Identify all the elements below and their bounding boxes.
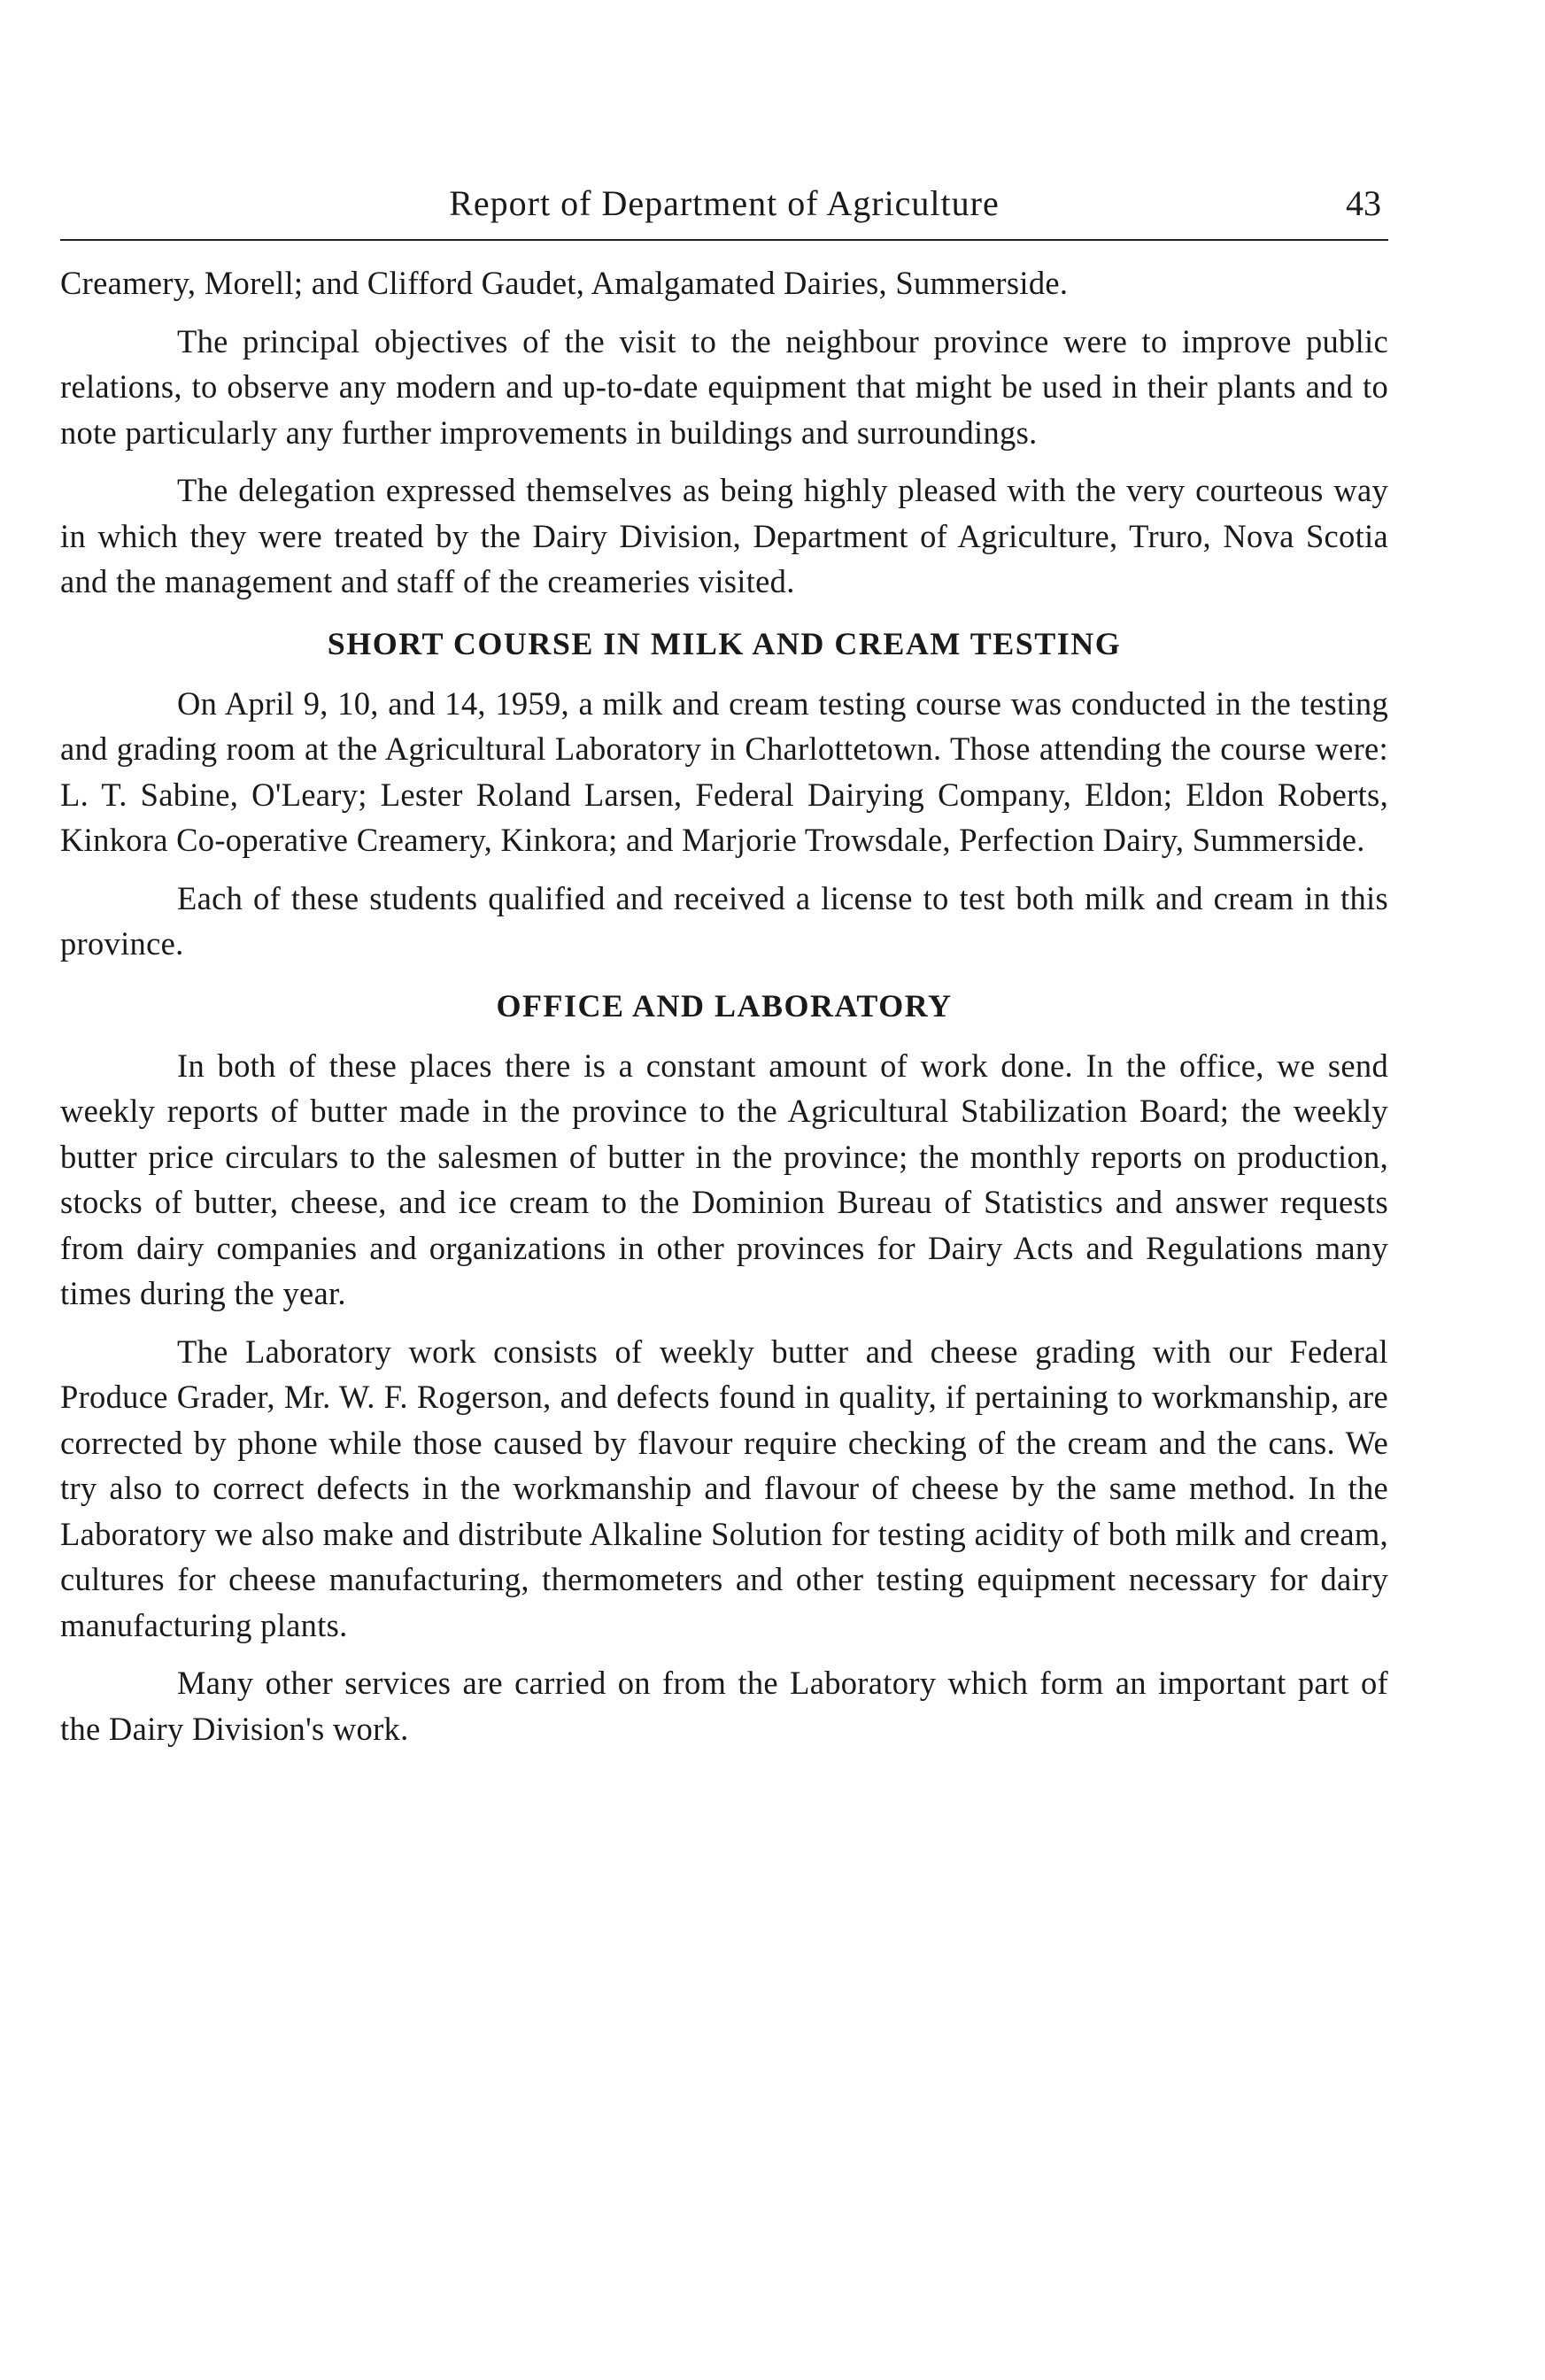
- running-title: Report of Department of Agriculture: [449, 183, 1000, 223]
- body-text: [60, 260, 1388, 1751]
- paragraph-licenses: Each of these students qualified and received a license to test both milk and cream in this province.: [60, 879, 1388, 962]
- paragraph-other-services: Many other services are carried on from the Laboratory which form an important part of the Dairy Division's work.: [60, 1665, 1388, 1747]
- paragraph-delegation: The delegation expressed themselves as being highly pleased with the very courteous way in which they were treated by the Dairy Division, Department of Agriculture, Truro, Nova Scotia and the management and staff of the creameries visited.: [60, 472, 1388, 599]
- section-heading-office-laboratory: OFFICE AND LABORATORY: [496, 987, 953, 1024]
- paragraph-office-work: In both of these places there is a constant amount of work done. In the office, we send weekly reports of butter made in the province to the Agricultural Stabilization Board; the weekly butter price circulars to the salesmen of butter in the province; the monthly reports on production, stocks of butter, cheese, and ice cream to the Dominion Bureau of Statistics and answer requests from dairy companies and organizations in other provinces for Dairy Acts and Regulations many times during the year.: [60, 1047, 1388, 1311]
- running-header: [60, 177, 1388, 241]
- page-number: 43: [1346, 183, 1381, 223]
- paragraph-objectives: The principal objectives of the visit to the neighbour province were to improve public relations, to observe any modern and up-to-date equipment that might be used in their plants and to note particularly any further improvements in buildings and surroundings.: [60, 322, 1388, 451]
- document-page: [60, 177, 1388, 1764]
- paragraph-testing-course: On April 9, 10, and 14, 1959, a milk and cream testing course was conducted in the testing and grading room at the Agricultural Laboratory in Charlottetown. Those attending the course were: L. T. Sabine, O'Leary; Lester Roland Larsen, Federal Dairying Company, Eldon; Eldon Roberts, Kinkora Co-operative Creamery, Kinkora; and Marjorie Trowsdale, Perfection Dairy, Summerside.: [60, 684, 1388, 858]
- paragraph-laboratory-work: The Laboratory work consists of weekly butter and cheese grading with our Federal Produce Grader, Mr. W. F. Rogerson, and defects found in quality, if pertaining to workmanship, are corrected by phone while those caused by flavour require checking of the cream and the cans. We try also to correct defects in the workmanship and flavour of cheese by the same method. In the Laboratory we also make and distribute Alkaline Solution for testing acidity of both milk and cream, cultures for cheese manufacturing, thermometers and other testing equipment necessary for dairy manufacturing plants.: [60, 1333, 1388, 1643]
- paragraph-continuation: Creamery, Morell; and Clifford Gaudet, Amalgamated Dairies, Summerside.: [60, 265, 1069, 301]
- section-heading-short-course: SHORT COURSE IN MILK AND CREAM TESTING: [327, 625, 1122, 661]
